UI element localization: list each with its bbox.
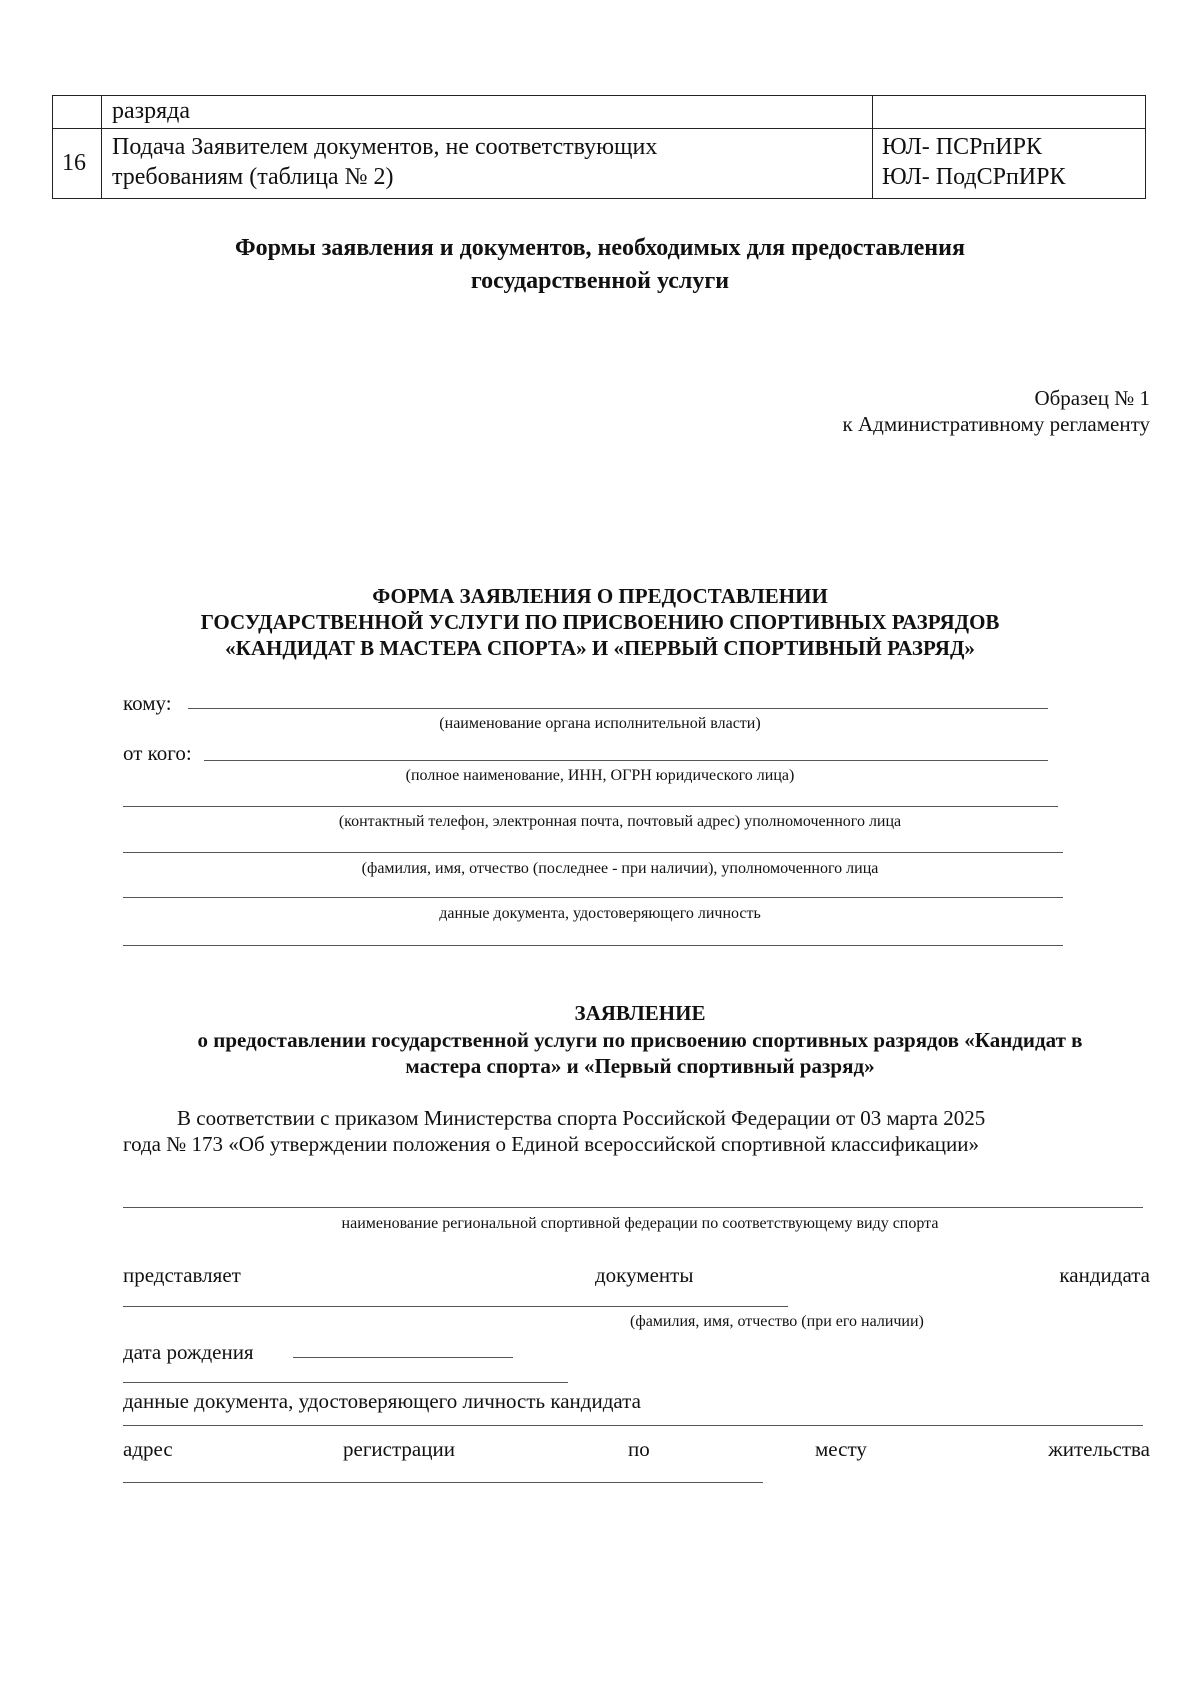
- form-title-line1: ФОРМА ЗАЯВЛЕНИЯ О ПРЕДОСТАВЛЕНИИ: [372, 584, 828, 608]
- to-label: кому:: [123, 691, 172, 715]
- statement-title: ЗАЯВЛЕНИЕ: [574, 1001, 706, 1025]
- table-border-top: [52, 95, 1146, 96]
- statement-paragraph-line2: года № 173 «Об утверждении положения о Единой всероссийской спортивной классификации»: [123, 1132, 979, 1156]
- presents-word: представляет: [123, 1263, 241, 1287]
- to-field-line[interactable]: [188, 708, 1048, 709]
- birth-date-label: дата рождения: [123, 1340, 254, 1364]
- candidate-id-field-line[interactable]: [123, 1425, 1143, 1426]
- contacts-caption: (контактный телефон, электронная почта, почтовый адрес) уполномоченного лица: [338, 813, 902, 830]
- residence-word: жительства: [1048, 1437, 1150, 1461]
- table-cell-num: 16: [62, 150, 86, 176]
- candidate-word: кандидата: [1059, 1263, 1150, 1287]
- contacts-field-line[interactable]: [123, 806, 1058, 807]
- table-border-left: [52, 95, 53, 199]
- fio-caption: (фамилия, имя, отчество (при его наличии): [630, 1313, 924, 1330]
- requirements-table: [52, 95, 1146, 199]
- registration-word: регистрации: [343, 1437, 455, 1461]
- id-caption: данные документа, удостоверяющего личность: [439, 905, 761, 922]
- statement-paragraph-line1: В соответствии с приказом Министерства спорта Российской Федерации от 03 марта 2025: [177, 1106, 986, 1130]
- table-cell-text-line2: требованиям (таблица № 2): [112, 164, 394, 190]
- documents-word: документы: [595, 1263, 694, 1287]
- from-label: от кого:: [123, 741, 192, 765]
- forms-heading-line1: Формы заявления и документов, необходимых для предоставления: [235, 235, 965, 261]
- from-field-line[interactable]: [204, 760, 1048, 761]
- name-caption: (фамилия, имя, отчество (последнее - при наличии), уполномоченного лица: [361, 860, 879, 877]
- form-title-line2: ГОСУДАРСТВЕННОЙ УСЛУГИ ПО ПРИСВОЕНИЮ СПОРТИВНЫХ РАЗРЯДОВ: [200, 610, 1000, 634]
- table-col-divider: [872, 95, 873, 199]
- sample-reference: к Административному регламенту: [842, 412, 1150, 436]
- form-title-line3: «КАНДИДАТ В МАСТЕРА СПОРТА» И «ПЕРВЫЙ СПОРТИВНЫЙ РАЗРЯД»: [225, 636, 975, 660]
- address-field-line[interactable]: [123, 1482, 763, 1483]
- table-col-divider: [101, 95, 102, 199]
- forms-heading-line2: государственной услуги: [470, 268, 730, 294]
- table-border-bottom: [52, 198, 1146, 199]
- statement-subtitle-line1: о предоставлении государственной услуги по присвоению спортивных разрядов «Кандидат в: [197, 1028, 1083, 1052]
- birth-date-field-line[interactable]: [293, 1357, 513, 1358]
- table-cell-text: разряда: [112, 98, 191, 124]
- table-border-right: [1145, 95, 1146, 199]
- federation-caption: наименование региональной спортивной федерации по соответствующему виду спорта: [341, 1215, 939, 1232]
- birth-date-extra-line[interactable]: [123, 1382, 568, 1383]
- table-cell-code1: ЮЛ- ПСРпИРК: [882, 134, 1042, 160]
- federation-field-line[interactable]: [123, 1207, 1143, 1208]
- table-row-divider: [52, 128, 1146, 129]
- to-caption: (наименование органа исполнительной власти): [439, 715, 761, 732]
- name-field-line[interactable]: [123, 852, 1063, 853]
- address-word: адрес: [123, 1437, 173, 1461]
- id-field-line[interactable]: [123, 897, 1063, 898]
- candidate-name-field-line[interactable]: [123, 1306, 788, 1307]
- statement-subtitle-line2: мастера спорта» и «Первый спортивный разряд»: [405, 1054, 875, 1078]
- place-word: месту: [815, 1437, 867, 1461]
- id-data-field-line[interactable]: [123, 945, 1063, 946]
- sample-number: Образец № 1: [1034, 386, 1150, 410]
- by-word: по: [628, 1437, 650, 1461]
- table-cell-text-line1: Подача Заявителем документов, не соответствующих: [112, 134, 658, 160]
- candidate-id-label: данные документа, удостоверяющего личность кандидата: [123, 1389, 641, 1413]
- from-caption: (полное наименование, ИНН, ОГРН юридического лица): [405, 767, 795, 784]
- table-cell-code2: ЮЛ- ПодСРпИРК: [882, 164, 1066, 190]
